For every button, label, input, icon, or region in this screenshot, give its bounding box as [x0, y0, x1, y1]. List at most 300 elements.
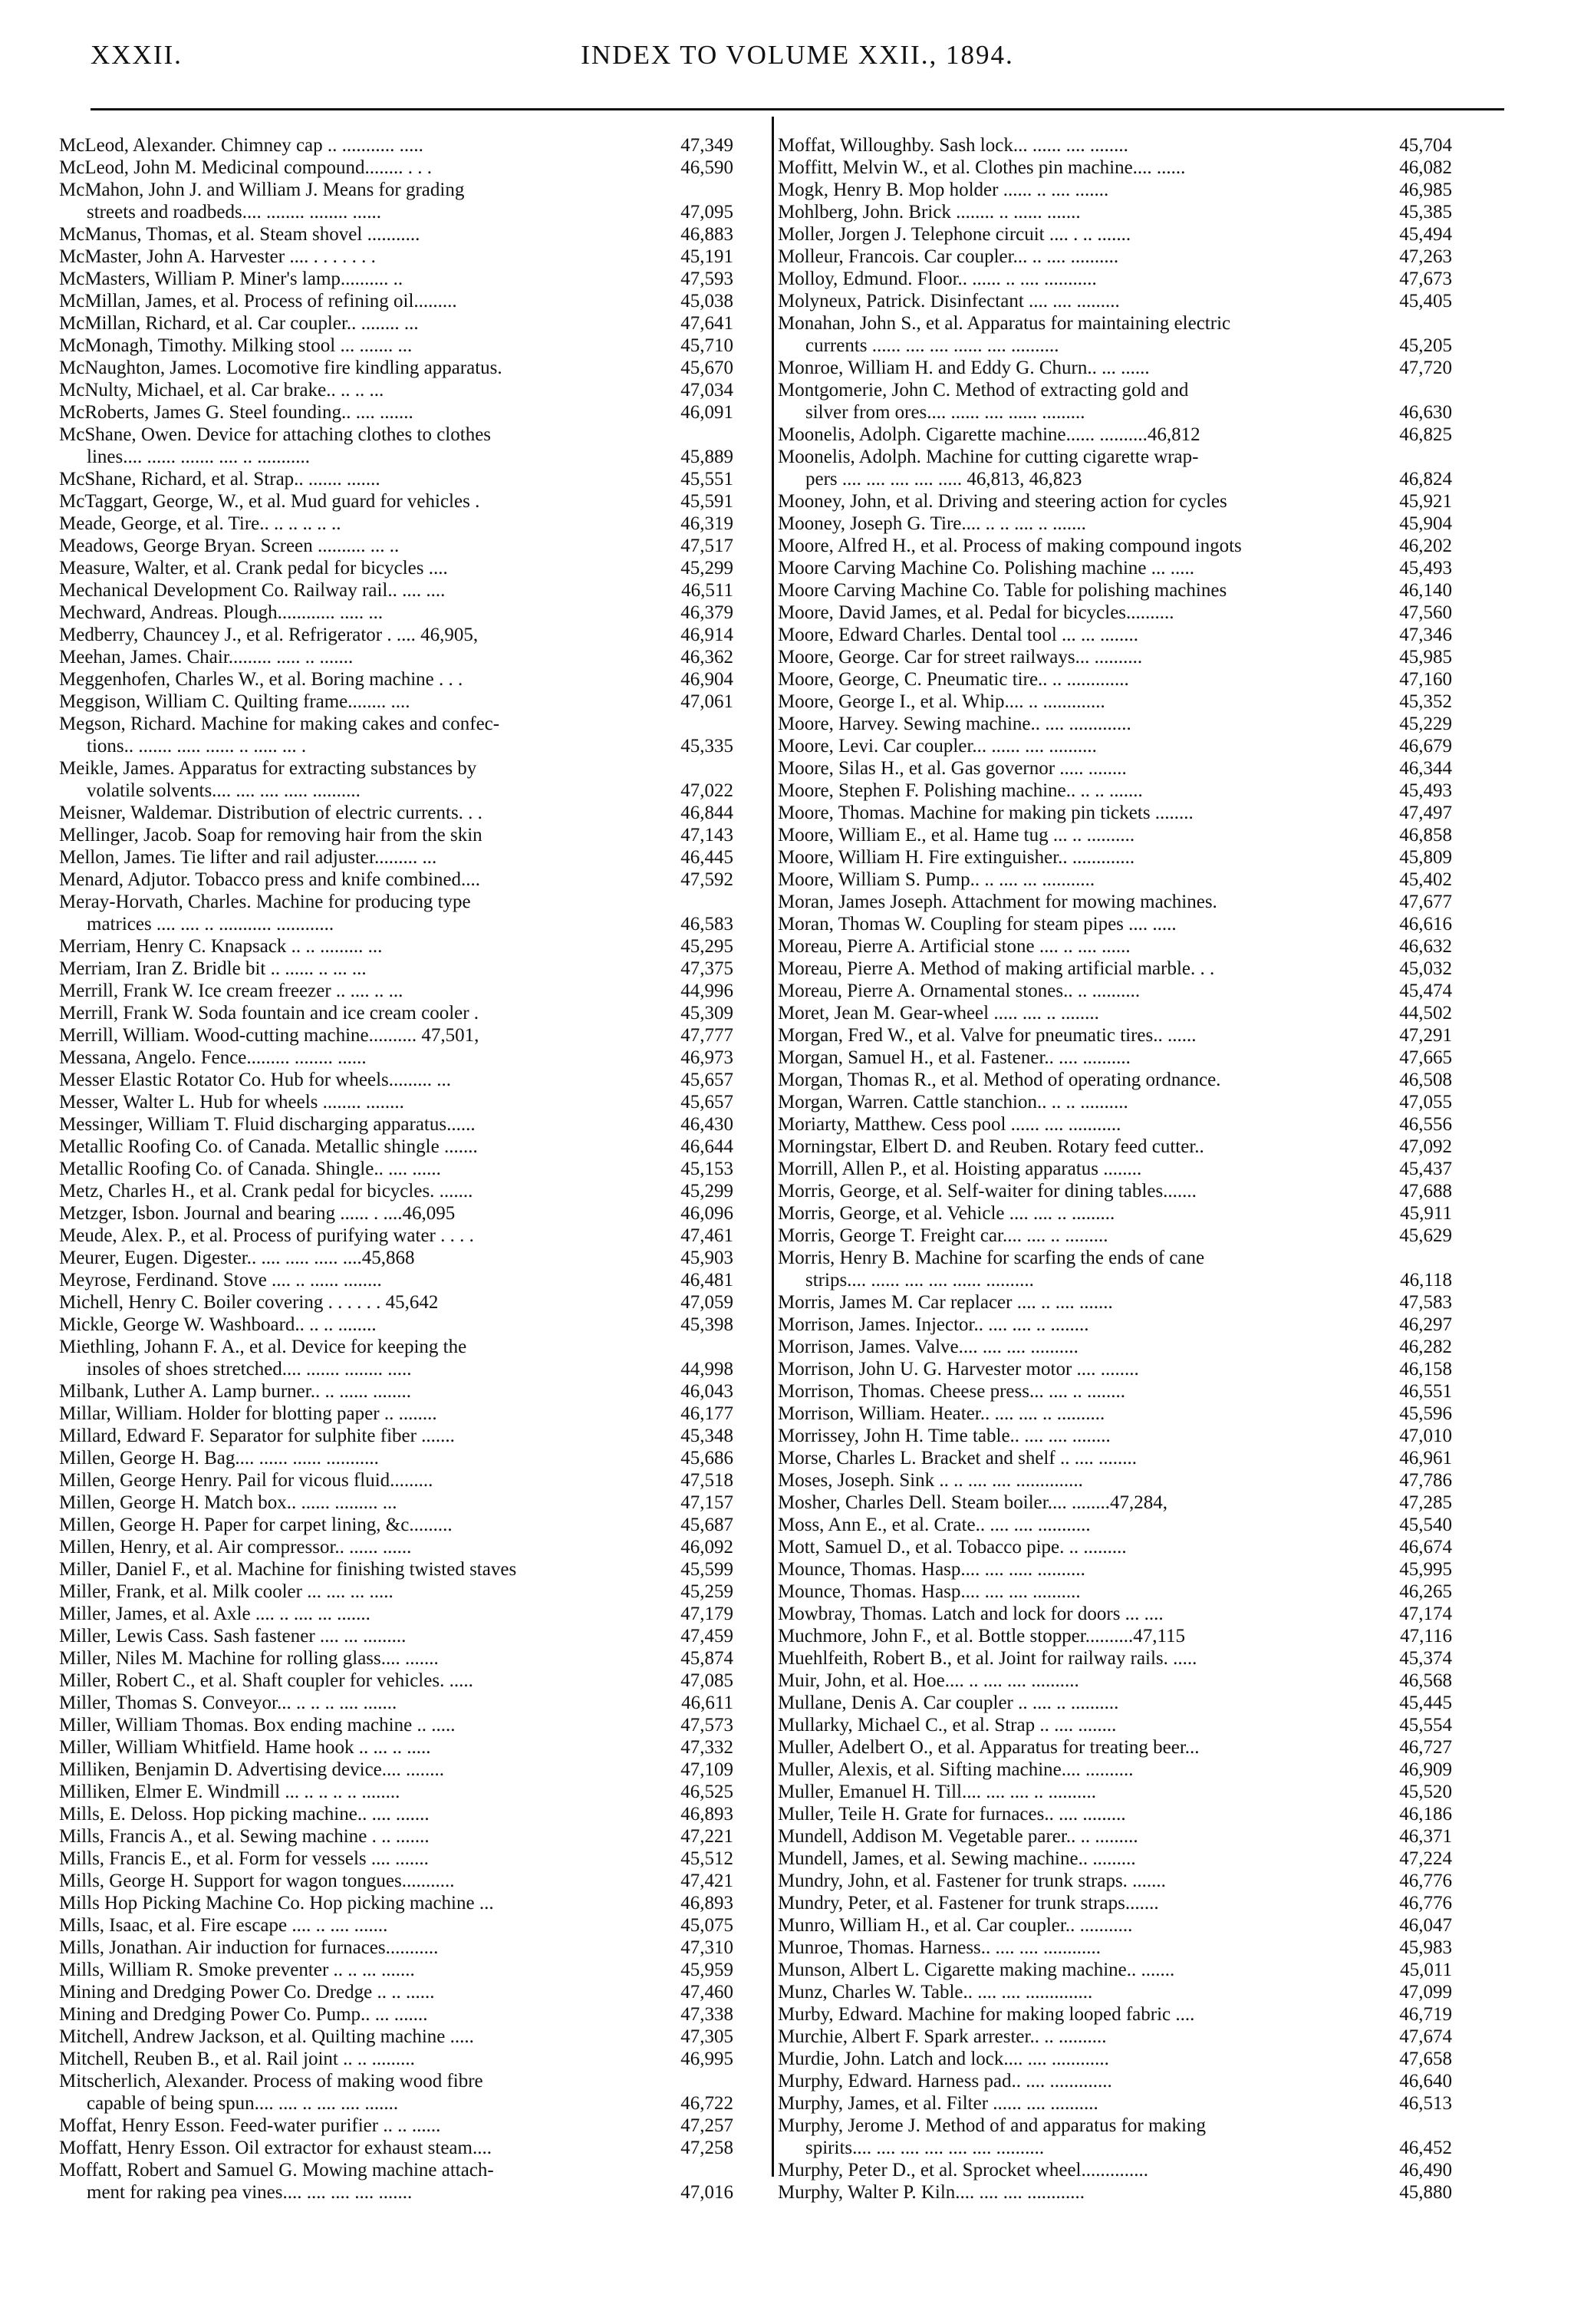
- entry-text: Moran, Thomas W. Coupling for steam pipes .... .....: [778, 914, 1177, 935]
- patent-number: 45,405: [1399, 291, 1452, 312]
- index-entry: [59, 2137, 733, 2159]
- entry-text: McMillan, James, et al. Process of refining oil.........: [59, 291, 457, 312]
- patent-number: 47,658: [1399, 2049, 1452, 2069]
- patent-number: 45,032: [1399, 958, 1452, 979]
- index-entry: [778, 846, 1452, 869]
- entry-text: Meisner, Waldemar. Distribution of electric currents. . .: [59, 803, 482, 823]
- index-entry: [778, 1581, 1452, 1603]
- patent-number: 46,371: [1399, 1826, 1452, 1847]
- index-entry: [59, 1225, 733, 1247]
- entry-text: Morrill, Allen P., et al. Hoisting apparatus ........: [778, 1159, 1142, 1179]
- entry-text: Moller, Jorgen J. Telephone circuit .... . .. .......: [778, 224, 1131, 245]
- patent-number: 47,421: [680, 1871, 733, 1891]
- index-entry: [778, 424, 1452, 446]
- index-entry: [59, 2070, 733, 2092]
- entry-text: Morrison, James. Injector.. .... .... .. ........: [778, 1314, 1089, 1335]
- entry-text: Mundry, John, et al. Fastener for trunk straps. .......: [778, 1871, 1166, 1891]
- index-entry: [59, 1870, 733, 1892]
- index-entry: [59, 891, 733, 913]
- entry-text: Messana, Angelo. Fence......... ........ ......: [59, 1047, 367, 1068]
- entry-text: Morris, George T. Freight car.... .... .. .........: [778, 1225, 1108, 1246]
- entry-text: Mills, Jonathan. Air induction for furnaces...........: [59, 1937, 439, 1958]
- patent-number: 46,177: [680, 1403, 733, 1424]
- index-entry: [59, 713, 733, 735]
- index-entry: [778, 223, 1452, 246]
- entry-text: Monahan, John S., et al. Apparatus for maintaining electric: [778, 313, 1231, 334]
- index-entry: [778, 312, 1452, 335]
- entry-text: Mills, E. Deloss. Hop picking machine.. .... .......: [59, 1804, 430, 1825]
- patent-number: 45,551: [680, 469, 733, 490]
- entry-text: Moss, Ann E., et al. Crate.. .... .... ...........: [778, 1515, 1091, 1535]
- index-entry: [778, 1848, 1452, 1870]
- entry-text: Meadows, George Bryan. Screen .......... ... ..: [59, 536, 400, 556]
- index-entry: [59, 1581, 733, 1603]
- patent-number: 45,191: [680, 246, 733, 267]
- entry-text: Muller, Teile H. Grate for furnaces.. .... .........: [778, 1804, 1126, 1825]
- entry-text: Mills, George H. Support for wagon tongues...........: [59, 1871, 455, 1891]
- index-entry: [778, 1136, 1452, 1158]
- entry-text: silver from ores.... ...... .... ...... .........: [805, 402, 1085, 423]
- index-entry: [778, 1314, 1452, 1336]
- index-entry: [59, 1002, 733, 1024]
- entry-text: Meyrose, Ferdinand. Stove .... .. ...... ........: [59, 1270, 382, 1291]
- patent-number: 47,061: [680, 691, 733, 712]
- entry-text: Moore, Edward Charles. Dental tool ... ... ........: [778, 625, 1139, 645]
- patent-number: 47,085: [680, 1670, 733, 1691]
- index-entry: [59, 2092, 733, 2115]
- entry-text: Milliken, Benjamin D. Advertising device.... ........: [59, 1759, 445, 1780]
- entry-text: Mounce, Thomas. Hasp.... .... ..... ..........: [778, 1559, 1085, 1580]
- index-entry: [59, 691, 733, 713]
- index-entry: [59, 1781, 733, 1803]
- patent-number: 46,202: [1399, 536, 1452, 556]
- index-entry: [778, 2070, 1452, 2092]
- patent-number: 46,430: [680, 1114, 733, 1135]
- patent-number: 45,445: [1399, 1693, 1452, 1713]
- index-entry: [59, 824, 733, 846]
- page-number: XXXII.: [91, 40, 183, 70]
- index-entry: [778, 579, 1452, 602]
- index-entry: [778, 935, 1452, 958]
- patent-number: 45,591: [680, 491, 733, 512]
- index-entry: [59, 1736, 733, 1759]
- patent-number: 47,285: [1399, 1492, 1452, 1513]
- entry-text: McShane, Owen. Device for attaching clothes to clothes: [59, 424, 492, 445]
- patent-number: 46,893: [680, 1804, 733, 1825]
- entry-text: Messinger, William T. Fluid discharging apparatus......: [59, 1114, 476, 1135]
- entry-text: Moonelis, Adolph. Cigarette machine...... ..........46,812: [778, 424, 1200, 445]
- entry-text: Moffat, Henry Esson. Feed-water purifier .. .. ......: [59, 2115, 441, 2136]
- patent-number: 46,158: [1399, 1359, 1452, 1380]
- index-entry: [778, 1625, 1452, 1647]
- index-entry: [59, 424, 733, 446]
- index-entry: [778, 157, 1452, 179]
- patent-number: 45,809: [1399, 847, 1452, 868]
- index-entry: [778, 1647, 1452, 1670]
- entry-text: Megson, Richard. Machine for making cakes and confec-: [59, 714, 500, 734]
- entry-text: Mills, Isaac, et al. Fire escape .... .. .... .......: [59, 1915, 388, 1936]
- patent-number: 47,157: [680, 1492, 733, 1513]
- patent-number: 45,309: [680, 1003, 733, 1024]
- index-entry: [59, 802, 733, 824]
- entry-text: Merriam, Henry C. Knapsack .. .. ......... ...: [59, 936, 383, 957]
- patent-number: 46,727: [1399, 1737, 1452, 1758]
- patent-number: 45,493: [1399, 780, 1452, 801]
- index-entry: [59, 2003, 733, 2026]
- patent-number: 47,786: [1399, 1470, 1452, 1491]
- patent-number: 45,911: [1400, 1203, 1452, 1224]
- index-entry: [778, 1158, 1452, 1180]
- entry-text: streets and roadbeds.... ........ ........ ......: [87, 202, 381, 223]
- entry-text: Merriam, Iran Z. Bridle bit .. ...... .. ... ...: [59, 958, 367, 979]
- index-entry: [59, 1714, 733, 1736]
- patent-number: 45,903: [680, 1248, 733, 1268]
- index-entry: [59, 780, 733, 802]
- entry-text: Metzger, Isbon. Journal and bearing ...... . ....46,095: [59, 1203, 456, 1224]
- index-entry: [778, 1069, 1452, 1091]
- index-entry: [59, 1136, 733, 1158]
- index-entry: [778, 2092, 1452, 2115]
- patent-number: 47,010: [1399, 1426, 1452, 1446]
- patent-number: 46,961: [1399, 1448, 1452, 1469]
- entry-text: McNaughton, James. Locomotive fire kindling apparatus.: [59, 358, 502, 378]
- patent-number: 46,082: [1399, 157, 1452, 178]
- patent-number: 46,445: [680, 847, 733, 868]
- patent-number: 45,299: [680, 1181, 733, 1202]
- patent-number: 45,596: [1399, 1403, 1452, 1424]
- entry-text: Moffitt, Melvin W., et al. Clothes pin machine.... ......: [778, 157, 1186, 178]
- patent-number: 47,291: [1399, 1025, 1452, 1046]
- patent-number: 46,914: [680, 625, 733, 645]
- index-entry: [59, 1113, 733, 1136]
- index-entry: [59, 757, 733, 780]
- patent-number: 45,295: [680, 936, 733, 957]
- index-entry: [59, 1158, 733, 1180]
- entry-text: Morse, Charles L. Bracket and shelf .. .... ........: [778, 1448, 1137, 1469]
- index-entry: [59, 446, 733, 468]
- patent-number: 46,583: [680, 914, 733, 935]
- index-entry: [778, 913, 1452, 935]
- index-entry: [778, 1247, 1452, 1269]
- patent-number: 47,310: [680, 1937, 733, 1958]
- index-entry: [778, 468, 1452, 490]
- entry-text: Meehan, James. Chair......... ..... .. .......: [59, 647, 354, 668]
- patent-number: 47,517: [680, 536, 733, 556]
- entry-text: Mooney, John, et al. Driving and steering action for cycles: [778, 491, 1227, 512]
- index-entry: [59, 223, 733, 246]
- patent-number: 44,996: [680, 981, 733, 1001]
- entry-text: tions.. ....... ..... ...... .. ..... ... .: [87, 736, 307, 757]
- entry-text: Miethling, Johann F. A., et al. Device for keeping the: [59, 1337, 467, 1357]
- patent-number: 46,481: [680, 1270, 733, 1291]
- patent-number: 46,611: [681, 1693, 733, 1713]
- patent-number: 45,983: [1399, 1937, 1452, 1958]
- index-entry: [778, 691, 1452, 713]
- index-entry: [59, 1759, 733, 1781]
- patent-number: 45,880: [1399, 2182, 1452, 2203]
- index-entry: [778, 179, 1452, 201]
- index-entry: [59, 624, 733, 646]
- patent-number: 46,590: [680, 157, 733, 178]
- patent-number: 45,710: [680, 335, 733, 356]
- patent-number: 45,493: [1399, 558, 1452, 579]
- index-entry: [59, 1647, 733, 1670]
- index-entry: [59, 134, 733, 157]
- patent-number: 47,459: [680, 1626, 733, 1647]
- index-entry: [59, 290, 733, 312]
- patent-number: 46,525: [680, 1782, 733, 1802]
- entry-text: Meurer, Eugen. Digester.. .... ..... ..... ....45,868: [59, 1248, 415, 1268]
- index-entry: [778, 1892, 1452, 1914]
- index-entry: [778, 1937, 1452, 1959]
- entry-text: Mechward, Andreas. Plough............ ..... ...: [59, 602, 384, 623]
- entry-text: McMahon, John J. and William J. Means for grading: [59, 180, 465, 200]
- index-entry: [59, 1670, 733, 1692]
- entry-text: Mullane, Denis A. Car coupler .. .... .. ..........: [778, 1693, 1119, 1713]
- entry-text: Munro, William H., et al. Car coupler.. ...........: [778, 1915, 1133, 1936]
- patent-number: 47,179: [680, 1604, 733, 1624]
- entry-text: Muller, Adelbert O., et al. Apparatus for treating beer...: [778, 1737, 1200, 1758]
- index-entry: [778, 1469, 1452, 1492]
- entry-text: Moore, William E., et al. Hame tug ... .. ..........: [778, 825, 1135, 846]
- entry-text: Munson, Albert L. Cigarette making machine.. .......: [778, 1960, 1175, 1980]
- index-entry: [778, 1536, 1452, 1558]
- index-entry: [59, 557, 733, 579]
- entry-text: Moore, Silas H., et al. Gas governor ..... ........: [778, 758, 1127, 779]
- index-entry: [778, 513, 1452, 535]
- entry-text: McMasters, William P. Miner's lamp.......... ..: [59, 269, 403, 289]
- patent-number: 45,512: [680, 1848, 733, 1869]
- entry-text: Morgan, Fred W., et al. Valve for pneumatic tires.. ......: [778, 1025, 1197, 1046]
- patent-number: 47,720: [1399, 358, 1452, 378]
- patent-number: 46,674: [1399, 1537, 1452, 1558]
- entry-text: Miller, William Thomas. Box ending machine .. .....: [59, 1715, 456, 1736]
- entry-text: Moffatt, Henry Esson. Oil extractor for exhaust steam....: [59, 2138, 492, 2158]
- entry-text: Montgomerie, John C. Method of extracting gold and: [778, 380, 1189, 401]
- entry-text: Molyneux, Patrick. Disinfectant .... .... .........: [778, 291, 1120, 312]
- entry-text: Miller, Robert C., et al. Shaft coupler for vehicles. .....: [59, 1670, 473, 1691]
- patent-number: 45,259: [680, 1581, 733, 1602]
- entry-text: Mowbray, Thomas. Latch and lock for doors ... ....: [778, 1604, 1164, 1624]
- patent-number: 47,777: [680, 1025, 733, 1046]
- entry-text: Morris, George, et al. Self-waiter for dining tables.......: [778, 1181, 1197, 1202]
- entry-text: Moonelis, Adolph. Machine for cutting cigarette wrap-: [778, 447, 1199, 467]
- patent-number: 45,904: [1399, 513, 1452, 534]
- index-entry: [778, 1603, 1452, 1625]
- entry-text: ment for raking pea vines.... .... .... .... .......: [87, 2182, 413, 2203]
- index-entry: [59, 379, 733, 401]
- patent-number: 46,344: [1399, 758, 1452, 779]
- entry-text: Mott, Samuel D., et al. Tobacco pipe. .. .........: [778, 1537, 1127, 1558]
- index-entry: [59, 1558, 733, 1581]
- index-entry: [59, 1892, 733, 1914]
- index-entry: [59, 1492, 733, 1514]
- patent-number: 46,043: [680, 1381, 733, 1402]
- entry-text: Meray-Horvath, Charles. Machine for producing type: [59, 892, 471, 912]
- entry-text: Miller, Niles M. Machine for rolling glass.... .......: [59, 1648, 439, 1669]
- index-entry: [778, 668, 1452, 691]
- patent-number: 47,583: [1399, 1292, 1452, 1313]
- entry-text: Moore Carving Machine Co. Polishing machine ... .....: [778, 558, 1194, 579]
- index-entry: [778, 535, 1452, 557]
- entry-text: Moffatt, Robert and Samuel G. Mowing machine attach-: [59, 2160, 494, 2181]
- patent-number: 47,674: [1399, 2026, 1452, 2047]
- entry-text: Measure, Walter, et al. Crank pedal for bicycles ....: [59, 558, 448, 579]
- patent-number: 46,776: [1399, 1871, 1452, 1891]
- entry-text: Meikle, James. Apparatus for extracting substances by: [59, 758, 477, 779]
- patent-number: 45,153: [680, 1159, 733, 1179]
- entry-text: Moreau, Pierre A. Ornamental stones.. .. ..........: [778, 981, 1141, 1001]
- entry-text: capable of being spun.... .... .. .... .... .......: [87, 2093, 399, 2114]
- entry-text: insoles of shoes stretched.... ....... ........ .....: [87, 1359, 412, 1380]
- index-entry: [778, 134, 1452, 157]
- entry-text: McMillan, Richard, et al. Car coupler.. ........ ...: [59, 313, 419, 334]
- patent-number: 46,776: [1399, 1893, 1452, 1914]
- index-entry: [778, 1336, 1452, 1358]
- index-entry: [778, 869, 1452, 891]
- index-entry: [59, 668, 733, 691]
- index-entry: [59, 846, 733, 869]
- index-entry: [778, 2181, 1452, 2204]
- index-entry: [59, 1091, 733, 1113]
- entry-text: Millen, George Henry. Pail for vicous fluid.........: [59, 1470, 433, 1491]
- entry-text: Muller, Emanuel H. Till.... .... .... .. ..........: [778, 1782, 1096, 1802]
- entry-text: lines.... ...... ....... .... .. ...........: [87, 447, 310, 467]
- entry-text: Mosher, Charles Dell. Steam boiler.... ........47,284,: [778, 1492, 1167, 1513]
- entry-text: Milliken, Elmer E. Windmill ... .. .. .. .. ........: [59, 1782, 400, 1802]
- index-entry: [59, 735, 733, 757]
- entry-text: Moore, Levi. Car coupler... ...... .... ..........: [778, 736, 1097, 757]
- patent-number: 47,375: [680, 958, 733, 979]
- entry-text: Messer, Walter L. Hub for wheels ........ ........: [59, 1092, 404, 1113]
- index-entry: [59, 335, 733, 357]
- index-entry: [778, 980, 1452, 1002]
- patent-number: 46,995: [680, 2049, 733, 2069]
- index-entry: [778, 379, 1452, 401]
- patent-number: 47,263: [1399, 246, 1452, 267]
- entry-text: Millen, George H. Paper for carpet lining, &c.........: [59, 1515, 453, 1535]
- patent-number: 47,258: [680, 2138, 733, 2158]
- index-entry: [59, 357, 733, 379]
- entry-text: Murchie, Albert F. Spark arrester.. .. ..........: [778, 2026, 1107, 2047]
- patent-number: 46,092: [680, 1537, 733, 1558]
- index-entry: [778, 1002, 1452, 1024]
- entry-text: Murphy, Peter D., et al. Sprocket wheel..............: [778, 2160, 1148, 2181]
- entry-text: Murphy, Edward. Harness pad.. .... .............: [778, 2071, 1112, 2092]
- entry-text: Messer Elastic Rotator Co. Hub for wheels......... ...: [59, 1070, 452, 1090]
- index-entry: [59, 246, 733, 268]
- patent-number: 45,402: [1399, 869, 1452, 890]
- index-entry: [59, 268, 733, 290]
- entry-text: McLeod, John M. Medicinal compound........ . . .: [59, 157, 433, 178]
- entry-text: Millen, George H. Match box.. ...... ......... ...: [59, 1492, 397, 1513]
- patent-number: 47,688: [1399, 1181, 1452, 1202]
- index-entry: [59, 1202, 733, 1225]
- index-entry: [59, 490, 733, 513]
- patent-number: 44,998: [680, 1359, 733, 1380]
- entry-text: McNulty, Michael, et al. Car brake.. .. .. ...: [59, 380, 384, 401]
- entry-text: Menard, Adjutor. Tobacco press and knife combined....: [59, 869, 481, 890]
- patent-number: 45,657: [680, 1070, 733, 1090]
- entry-text: volatile solvents.... .... .... ..... ..........: [87, 780, 361, 801]
- patent-number: 45,540: [1399, 1515, 1452, 1535]
- patent-number: 46,513: [1399, 2093, 1452, 2114]
- index-entry: [59, 1247, 733, 1269]
- index-entry: [59, 1981, 733, 2003]
- entry-text: McRoberts, James G. Steel founding.. .... .......: [59, 402, 413, 423]
- index-entry: [778, 1291, 1452, 1314]
- patent-number: 45,011: [1400, 1960, 1452, 1980]
- entry-text: Murphy, Walter P. Kiln.... .... .... ............: [778, 2182, 1085, 2203]
- patent-number: 46,379: [680, 602, 733, 623]
- entry-text: Moore, Alfred H., et al. Process of making compound ingots: [778, 536, 1242, 556]
- entry-text: Muchmore, John F., et al. Bottle stopper..........47,115: [778, 1626, 1186, 1647]
- patent-number: 47,673: [1399, 269, 1452, 289]
- index-entry: [778, 1692, 1452, 1714]
- patent-number: 47,174: [1399, 1604, 1452, 1624]
- index-entry: [778, 1447, 1452, 1469]
- patent-number: 47,109: [680, 1759, 733, 1780]
- index-column-left: [59, 134, 733, 2204]
- index-entry: [59, 1403, 733, 1425]
- index-entry: [778, 1914, 1452, 1937]
- entry-text: Morris, James M. Car replacer .... .. .... .......: [778, 1292, 1113, 1313]
- entry-text: Mills, Francis A., et al. Sewing machine . .. .......: [59, 1826, 430, 1847]
- patent-number: 46,719: [1399, 2004, 1452, 2025]
- index-entry: [778, 757, 1452, 780]
- index-entry: [778, 2048, 1452, 2070]
- index-entry: [59, 1959, 733, 1981]
- patent-number: 46,511: [681, 580, 733, 601]
- entry-text: Munroe, Thomas. Harness.. .... .... ............: [778, 1937, 1102, 1958]
- entry-text: Molleur, Francois. Car coupler... .. .... ..........: [778, 246, 1119, 267]
- index-entry: [59, 1914, 733, 1937]
- patent-number: 47,059: [680, 1292, 733, 1313]
- index-entry: [59, 2026, 733, 2048]
- index-entry: [59, 1047, 733, 1069]
- entry-text: Mellon, James. Tie lifter and rail adjuster......... ...: [59, 847, 437, 868]
- index-entry: [59, 157, 733, 179]
- entry-text: Mitscherlich, Alexander. Process of making wood fibre: [59, 2071, 483, 2092]
- patent-number: 47,095: [680, 202, 733, 223]
- entry-text: Morrissey, John H. Time table.. .... .... ........: [778, 1426, 1111, 1446]
- entry-text: Metz, Charles H., et al. Crank pedal for bicycles. .......: [59, 1181, 473, 1202]
- index-entry: [59, 646, 733, 668]
- entry-text: Mohlberg, John. Brick ........ .. ...... .......: [778, 202, 1081, 223]
- entry-text: Mitchell, Reuben B., et al. Rail joint .. .. .........: [59, 2049, 415, 2069]
- patent-number: 46,297: [1399, 1314, 1452, 1335]
- index-entry: [778, 1981, 1452, 2003]
- index-entry: [778, 1180, 1452, 1202]
- entry-text: Murdie, John. Latch and lock.... .... ............: [778, 2049, 1109, 2069]
- entry-text: Moore, George. Car for street railways... ..........: [778, 647, 1143, 668]
- index-entry: [59, 179, 733, 201]
- index-entry: [778, 1558, 1452, 1581]
- index-entry: [778, 1269, 1452, 1291]
- patent-number: 47,573: [680, 1715, 733, 1736]
- entry-text: Mooney, Joseph G. Tire.... .. .. .... .. .......: [778, 513, 1086, 534]
- entry-text: Mickle, George W. Washboard.. .. .. ........: [59, 1314, 377, 1335]
- index-entry: [778, 1380, 1452, 1403]
- entry-text: Meggenhofen, Charles W., et al. Boring machine . . .: [59, 669, 463, 690]
- entry-text: Millar, William. Holder for blotting paper .. ........: [59, 1403, 437, 1424]
- patent-number: 46,568: [1399, 1670, 1452, 1691]
- patent-number: 45,657: [680, 1092, 733, 1113]
- entry-text: Molloy, Edmund. Floor.. ...... .. .... ...........: [778, 269, 1097, 289]
- index-entry: [59, 1180, 733, 1202]
- index-entry: [59, 401, 733, 424]
- patent-number: 45,687: [680, 1515, 733, 1535]
